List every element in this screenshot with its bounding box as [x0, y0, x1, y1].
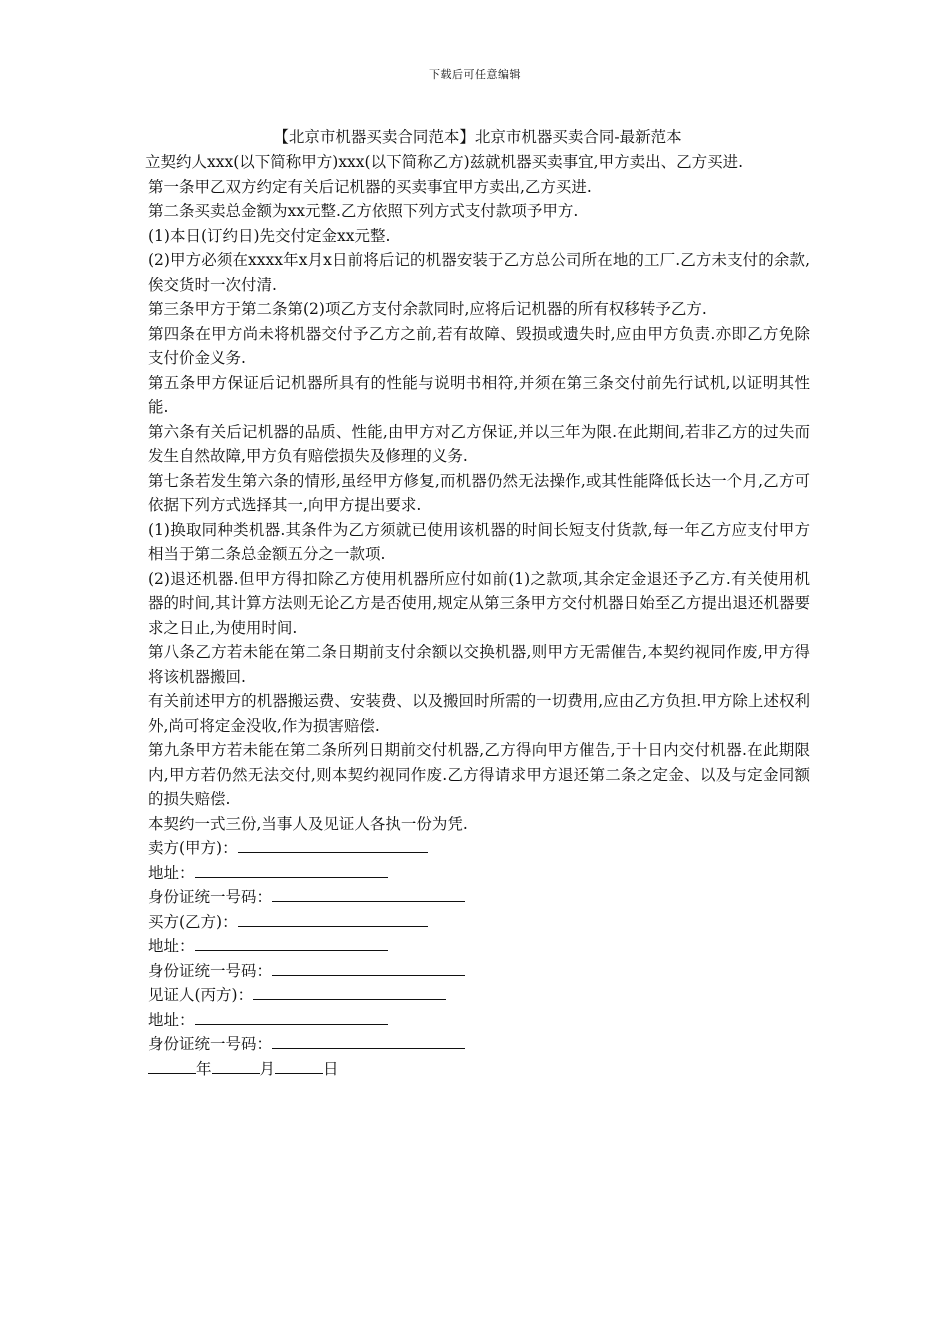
- buyer-address-line: [145, 934, 810, 959]
- id-label: 身份证统一号码：: [148, 1035, 273, 1053]
- paragraph-article-1: 第一条甲乙双方约定有关后记机器的买卖事宜甲方卖出,乙方买进.: [148, 177, 592, 196]
- buyer-address-blank[interactable]: [195, 935, 388, 951]
- day-blank[interactable]: [275, 1058, 323, 1074]
- paragraph-article-7-item-2: (2)退还机器.但甲方得扣除乙方使用机器所应付如前(1)之款项,其余定金退还予乙方.有关使用机器的时间,其计算方法则无论乙方是否使用,规定从第三条甲方交付机器日始至乙方提出退还机器要求之日止,为使用时间.: [148, 569, 810, 637]
- seller-address-blank[interactable]: [195, 862, 388, 878]
- seller-label: 卖方(甲方)：: [148, 839, 238, 857]
- paragraph-article-2-item-2: (2)甲方必须在xxxx年x月x日前将后记的机器安装于乙方总公司所在地的工厂.乙方未支付的余款,俟交货时一次付清.: [148, 251, 810, 294]
- paragraph-article-3: 第三条甲方于第二条第(2)项乙方支付余款同时,应将后记机器的所有权移转予乙方.: [148, 300, 707, 318]
- witness-address-line: [145, 1008, 810, 1033]
- seller-id-line: [145, 885, 810, 910]
- paragraph-article-7-item-1: (1)换取同种类机器.其条件为乙方须就已使用该机器的时间长短支付货款,每一年乙方应支付甲方相当于第二条总金额五分之一款项.: [148, 520, 810, 563]
- paragraph-article-9: 第九条甲方若未能在第二条所列日期前交付机器,乙方得向甲方催告,于十日内交付机器.在此期限内,甲方若仍然无法交付,则本契约视同作废.乙方得请求甲方退还第二条之定金、以及与定金同额的损失赔偿.: [148, 741, 810, 808]
- paragraph-preamble: 立契约人xxx(以下简称甲方)xxx(以下简称乙方)兹就机器买卖事宜,甲方卖出、乙方买进.: [145, 153, 743, 171]
- buyer-id-blank[interactable]: [272, 960, 465, 976]
- witness-label: 见证人(丙方)：: [148, 986, 254, 1004]
- paragraph-article-2-item-1: (1)本日(订约日)先交付定金xx元整.: [148, 226, 391, 245]
- date-line: [145, 1057, 810, 1082]
- paragraph-article-8-costs: 有关前述甲方的机器搬运费、安装费、以及搬回时所需的一切费用,应由乙方负担.甲方除上述权利外,尚可将定金没收,作为损害赔偿.: [148, 692, 810, 735]
- seller-address-line: [145, 861, 810, 886]
- witness-id-line: [145, 1032, 810, 1057]
- witness-id-blank[interactable]: [272, 1033, 465, 1049]
- seller-id-blank[interactable]: [272, 886, 465, 902]
- buyer-signature-line: [145, 910, 810, 935]
- month-blank[interactable]: [212, 1058, 260, 1074]
- witness-blank[interactable]: [253, 984, 446, 1000]
- address-label: 地址：: [148, 863, 195, 882]
- buyer-label: 买方(乙方)：: [148, 912, 238, 931]
- buyer-blank[interactable]: [238, 911, 428, 927]
- paragraph-article-6: 第六条有关后记机器的品质、性能,由甲方对乙方保证,并以三年为限.在此期间,若非乙方的过失而发生自然故障,甲方负有赔偿损失及修理的义务.: [148, 422, 810, 465]
- paragraph-copies: 本契约一式三份,当事人及见证人各执一份为凭.: [148, 814, 468, 833]
- day-label: 日: [323, 1059, 339, 1078]
- paragraph-article-4: 第四条在甲方尚未将机器交付予乙方之前,若有故障、毁损或遗失时,应由甲方负责.亦即乙方免除支付价金义务.: [148, 324, 810, 367]
- header-note: 下载后可任意编辑: [429, 68, 521, 81]
- paragraph-article-7: 第七条若发生第六条的情形,虽经甲方修复,而机器仍然无法操作,或其性能降低长达一个月,乙方可依据下列方式选择其一,向甲方提出要求.: [148, 471, 810, 514]
- seller-blank[interactable]: [238, 837, 428, 853]
- seller-signature-line: [145, 836, 810, 861]
- witness-signature-line: [145, 983, 810, 1008]
- document-title: 【北京市机器买卖合同范本】北京市机器买卖合同-最新范本: [273, 128, 682, 146]
- paragraph-article-8: 第八条乙方若未能在第二条日期前支付余额以交换机器,则甲方无需催告,本契约视同作废,甲方得将该机器搬回.: [148, 643, 810, 686]
- document-body: [145, 150, 810, 1081]
- year-blank[interactable]: [148, 1058, 196, 1074]
- address-label: 地址：: [148, 1010, 195, 1029]
- id-label: 身份证统一号码：: [148, 961, 273, 980]
- id-label: 身份证统一号码：: [148, 888, 273, 906]
- paragraph-article-5: 第五条甲方保证后记机器所具有的性能与说明书相符,并须在第三条交付前先行试机,以证明其性能.: [148, 373, 810, 416]
- month-label: 月: [259, 1059, 276, 1078]
- paragraph-article-2: 第二条买卖总金额为xx元整.乙方依照下列方式支付款项予甲方.: [148, 202, 579, 220]
- witness-address-blank[interactable]: [195, 1009, 388, 1025]
- buyer-id-line: [145, 959, 810, 984]
- address-label: 地址：: [148, 937, 195, 955]
- year-label: 年: [196, 1059, 212, 1078]
